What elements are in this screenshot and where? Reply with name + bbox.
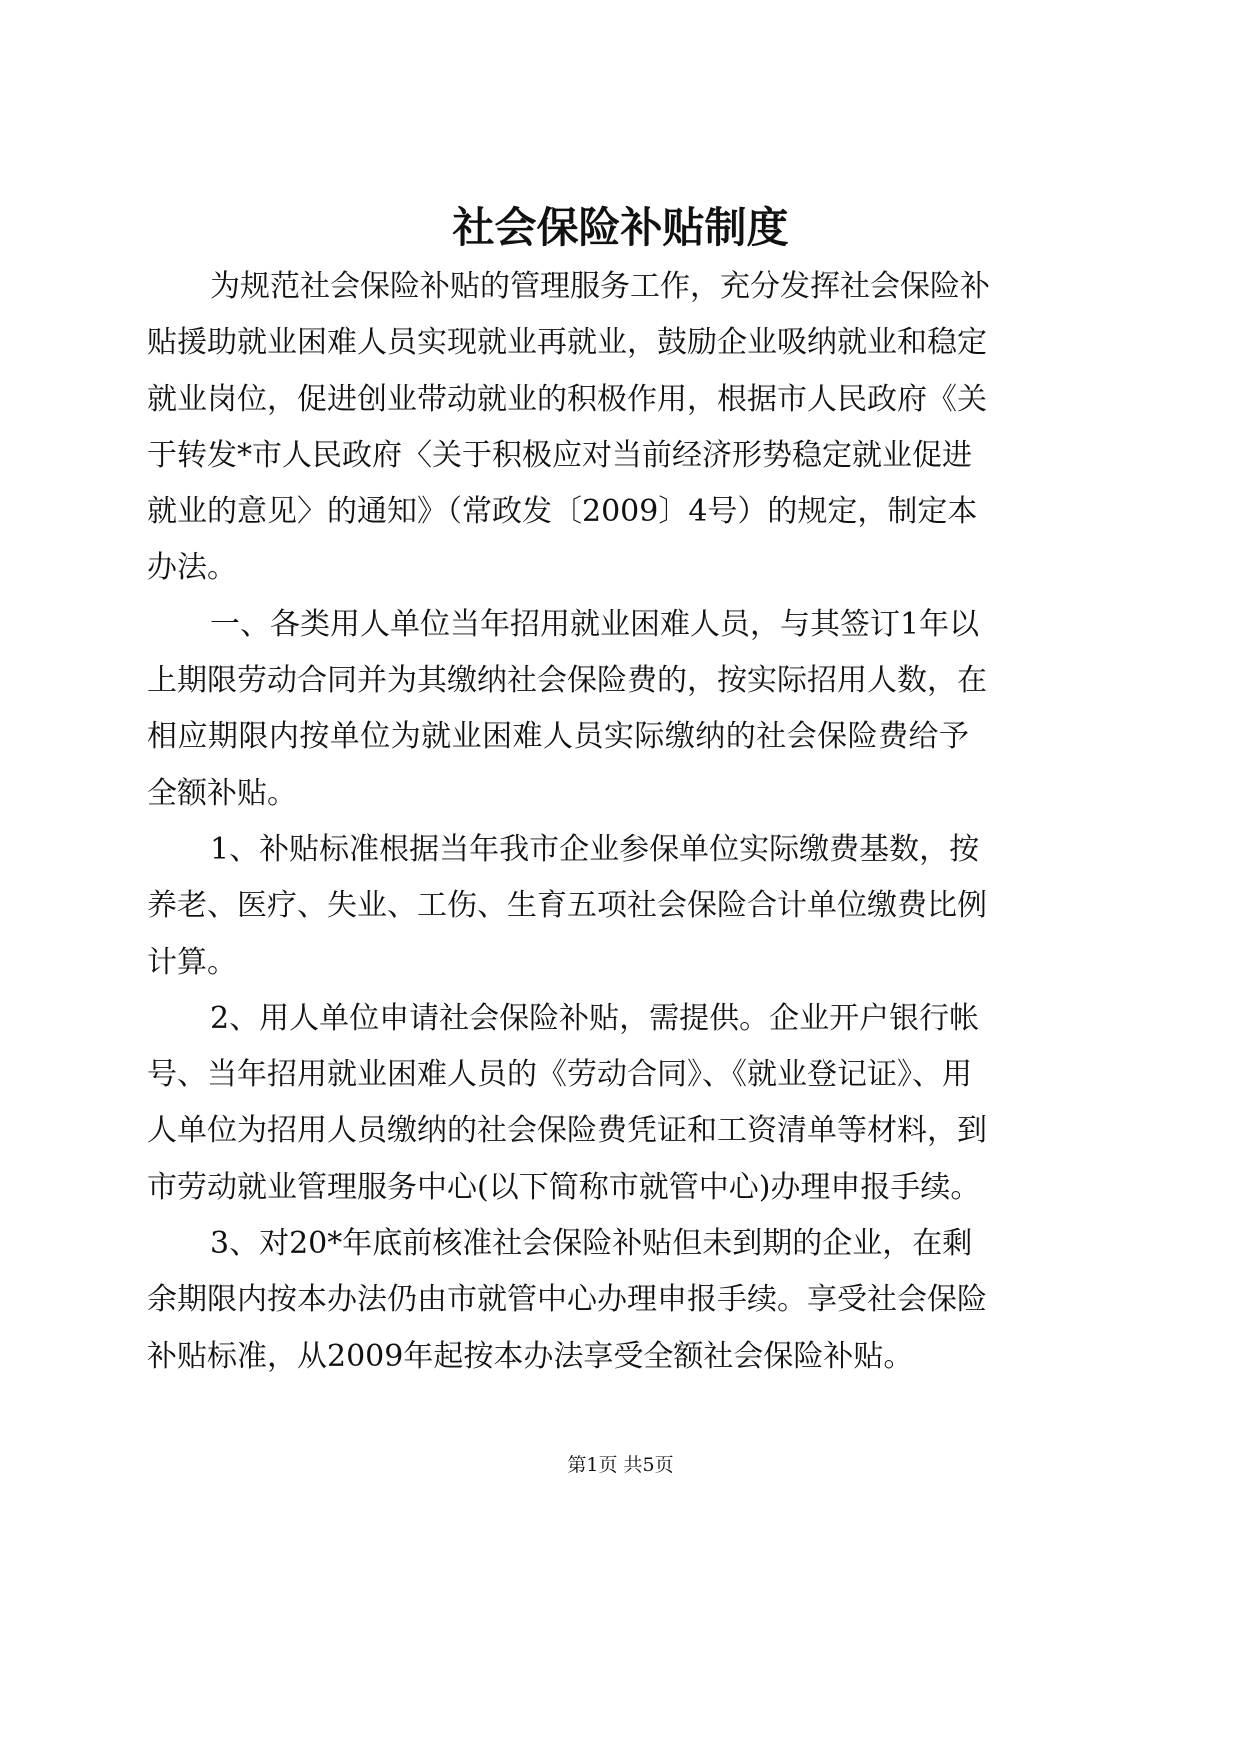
paragraph — [147, 259, 990, 597]
page-footer: 第1页 共5页 — [567, 1454, 674, 1476]
text-line: 养老、医疗、失业、工伤、生育五项社会保险合计单位缴费比例 — [147, 888, 987, 924]
text-line: 一、各类用人单位当年招用就业困难人员，与其签订1年以 — [210, 606, 980, 642]
text-line: 为规范社会保险补贴的管理服务工作，充分发挥社会保险补 — [210, 269, 990, 304]
paragraph — [147, 822, 987, 991]
text-line: 全额补贴。 — [147, 775, 297, 811]
text-line: 上期限劳动合同并为其缴纳社会保险费的，按实际招用人数，在 — [147, 663, 987, 699]
paragraph — [147, 597, 987, 822]
text-line: 于转发*市人民政府〈关于积极应对当前经济形势稳定就业促进 — [147, 437, 972, 473]
text-line: 相应期限内按单位为就业困难人员实际缴纳的社会保险费给予 — [147, 719, 969, 755]
document-body — [147, 259, 990, 1385]
text-line: 补贴标准，从2009年起按本办法享受全额社会保险补贴。 — [147, 1338, 914, 1374]
text-line: 市劳动就业管理服务中心(以下简称市就管中心)办理申报手续。 — [147, 1169, 981, 1205]
text-line: 办法。 — [147, 550, 237, 586]
text-line: 2、用人单位申请社会保险补贴，需提供。企业开户银行帐 — [210, 1000, 980, 1036]
text-line: 就业岗位，促进创业带动就业的积极作用，根据市人民政府《关 — [147, 381, 987, 417]
text-line: 余期限内按本办法仍由市就管中心办理申报手续。享受社会保险 — [147, 1282, 987, 1318]
text-line: 3、对20*年底前核准社会保险补贴但未到期的企业，在剩 — [210, 1226, 973, 1262]
text-line: 计算。 — [147, 944, 237, 980]
text-line: 1、补贴标准根据当年我市企业参保单位实际缴费基数，按 — [210, 831, 980, 867]
document-title: 社会保险补贴制度 — [452, 203, 789, 252]
paragraph — [147, 1216, 987, 1385]
text-line: 贴援助就业困难人员实现就业再就业，鼓励企业吸纳就业和稳定 — [147, 325, 987, 361]
text-line: 人单位为招用人员缴纳的社会保险费凭证和工资清单等材料，到 — [147, 1113, 987, 1149]
paragraph — [147, 991, 987, 1216]
text-line: 就业的意见〉的通知》（常政发〔2009〕4号）的规定，制定本 — [147, 494, 978, 530]
text-line: 号、当年招用就业困难人员的《劳动合同》、《就业登记证》、用 — [147, 1057, 972, 1093]
